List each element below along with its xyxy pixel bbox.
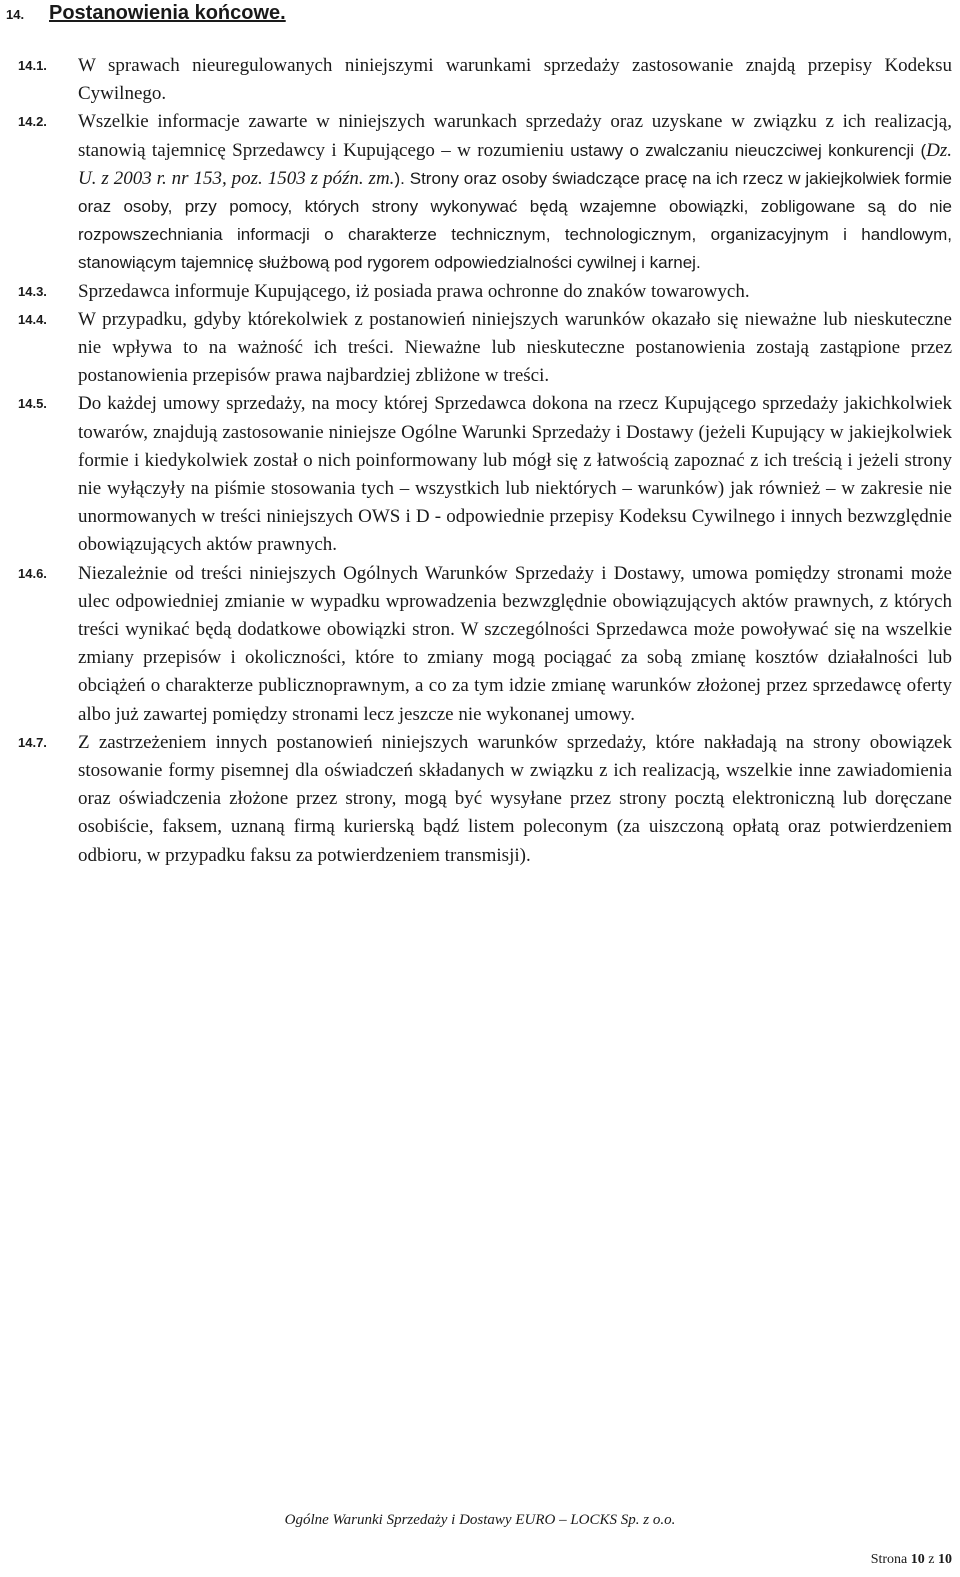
section-number: 14.5. xyxy=(18,396,47,412)
section-text: ustawy o zwalczaniu nieuczciwej konkurencji ( xyxy=(570,140,927,160)
page-current: 10 xyxy=(910,1552,925,1567)
legal-citation: Dz. U. z 2003 r. nr 153, poz. 1503 z późn. zm. xyxy=(78,139,952,189)
section-text: Niezależnie od treści niniejszych Ogólnych Warunków Sprzedaży i Dostawy, umowa pomiędzy stronami może ulec odpowiedniej zmianie w wypadku wprowadzenia bezwzględnie obowiązujących aktów prawnych, z których treści wynikać będą dodatkowe obowiązki stron. W szczególności Sprzedawca może powoływać się na wszelkie zmiany przepisów i okoliczności, które to zmiany mogą pociągać za sobą zmianę kosztów działalności lub obciążeń o charakterze publicznoprawnym, a co za tym idzie zmianę warunków złożonej przez sprzedawcę oferty albo już zawartej pomiędzy stronami lecz jeszcze nie wykonanej umowy. xyxy=(78,562,952,725)
section-14-4 xyxy=(0,306,960,391)
section-14-6 xyxy=(0,560,960,729)
section-text: Sprzedawca informuje Kupującego, iż posiada prawa ochronne do znaków towarowych. xyxy=(78,280,750,302)
section-14-2 xyxy=(0,108,960,277)
page-label: Strona xyxy=(870,1552,908,1567)
page-footer: Ogólne Warunki Sprzedaży i Dostawy EURO – LOCKS Sp. z o.o. xyxy=(284,1512,676,1528)
section-number: 14.7. xyxy=(18,734,47,750)
page-separator: z xyxy=(928,1552,935,1567)
section-number: 14.1. xyxy=(18,58,47,73)
section-text: Do każdej umowy sprzedaży, na mocy której Sprzedawca dokona na rzecz Kupującego sprzedaży jakichkolwiek towarów, znajdują zastosowanie niniejsze Ogólne Warunki Sprzedaży i Dostawy (jeżeli Kupujący w jakiejkolwiek formie i kiedykolwiek został o nich poinformowany lub mógł się z łatwością zapoznać z ich treścią i jeżeli strony nie wyłączyły na piśmie stosowania tych – wszystkich lub niektórych – warunków) jak również – w zakresie nie unormowanych w treści niniejszych OWS i D - odpowiednie przepisy Kodeksu Cywilnego i innych bezwzględnie obowiązujących aktów prawnych. xyxy=(78,393,952,556)
heading-title: Postanowienia końcowe. xyxy=(49,2,286,24)
section-14-1 xyxy=(0,52,960,108)
section-text: ). Strony oraz osoby świadczące pracę na ich rzecz w jakiejkolwiek formie oraz osoby, przy pomocy, których strony wykonywać będą wzajemne obowiązki, zobligowane są do nie rozpowszechniania informacji o charakterze technicznym, technologicznym, organizacyjnym i handlowym, stanowiącym tajemnicę służbową pod rygorem odpowiedzialności cywilnej i karnej. xyxy=(78,168,952,273)
section-text: Wszelkie informacje zawarte w niniejszych warunkach sprzedaży oraz uzyskane w związku z ich realizacją, stanowią tajemnicę Sprzedawcy i Kupującego – w rozumieniu xyxy=(78,111,952,161)
page-total: 10 xyxy=(938,1552,952,1567)
section-14-3 xyxy=(0,278,960,306)
section-number: 14.4. xyxy=(18,311,47,327)
section-text: W przypadku, gdyby którekolwiek z postanowień niniejszych warunków okazało się nieważne lub nieskuteczne nie wpływa to na ważność ich treści. Nieważne lub nieskuteczne postanowienia zostają zastąpione przez postanowienia przepisów prawa najbardziej zbliżone w treści. xyxy=(78,308,952,387)
section-heading xyxy=(6,0,286,26)
section-number: 14.2. xyxy=(18,114,47,130)
section-text: Z zastrzeżeniem innych postanowień niniejszych warunków sprzedaży, które nakładają na strony obowiązek stosowanie formy pisemnej dla oświadczeń składanych w związku z ich realizacją, wszelkie inne zawiadomienia oraz oświadczenia złożone przez strony, mogą być wysyłane przez strony pocztą elektroniczną lub doręczane osobiście, faksem, uznaną firmą kurierską bądź listem poleconym (za uiszczoną opłatą oraz potwierdzeniem odbioru, w przypadku faksu za potwierdzeniem transmisji). xyxy=(78,731,952,866)
section-text: W sprawach nieuregulowanych niniejszymi warunkami sprzedaży zastosowanie znajdą przepisy Kodeksu Cywilnego. xyxy=(78,55,952,105)
section-14-7 xyxy=(0,729,960,870)
sections-list xyxy=(0,52,960,870)
section-14-5 xyxy=(0,390,960,559)
section-number: 14.6. xyxy=(18,565,47,581)
section-number: 14.3. xyxy=(18,283,47,299)
heading-number: 14. xyxy=(6,7,25,22)
page-number xyxy=(871,1550,952,1570)
